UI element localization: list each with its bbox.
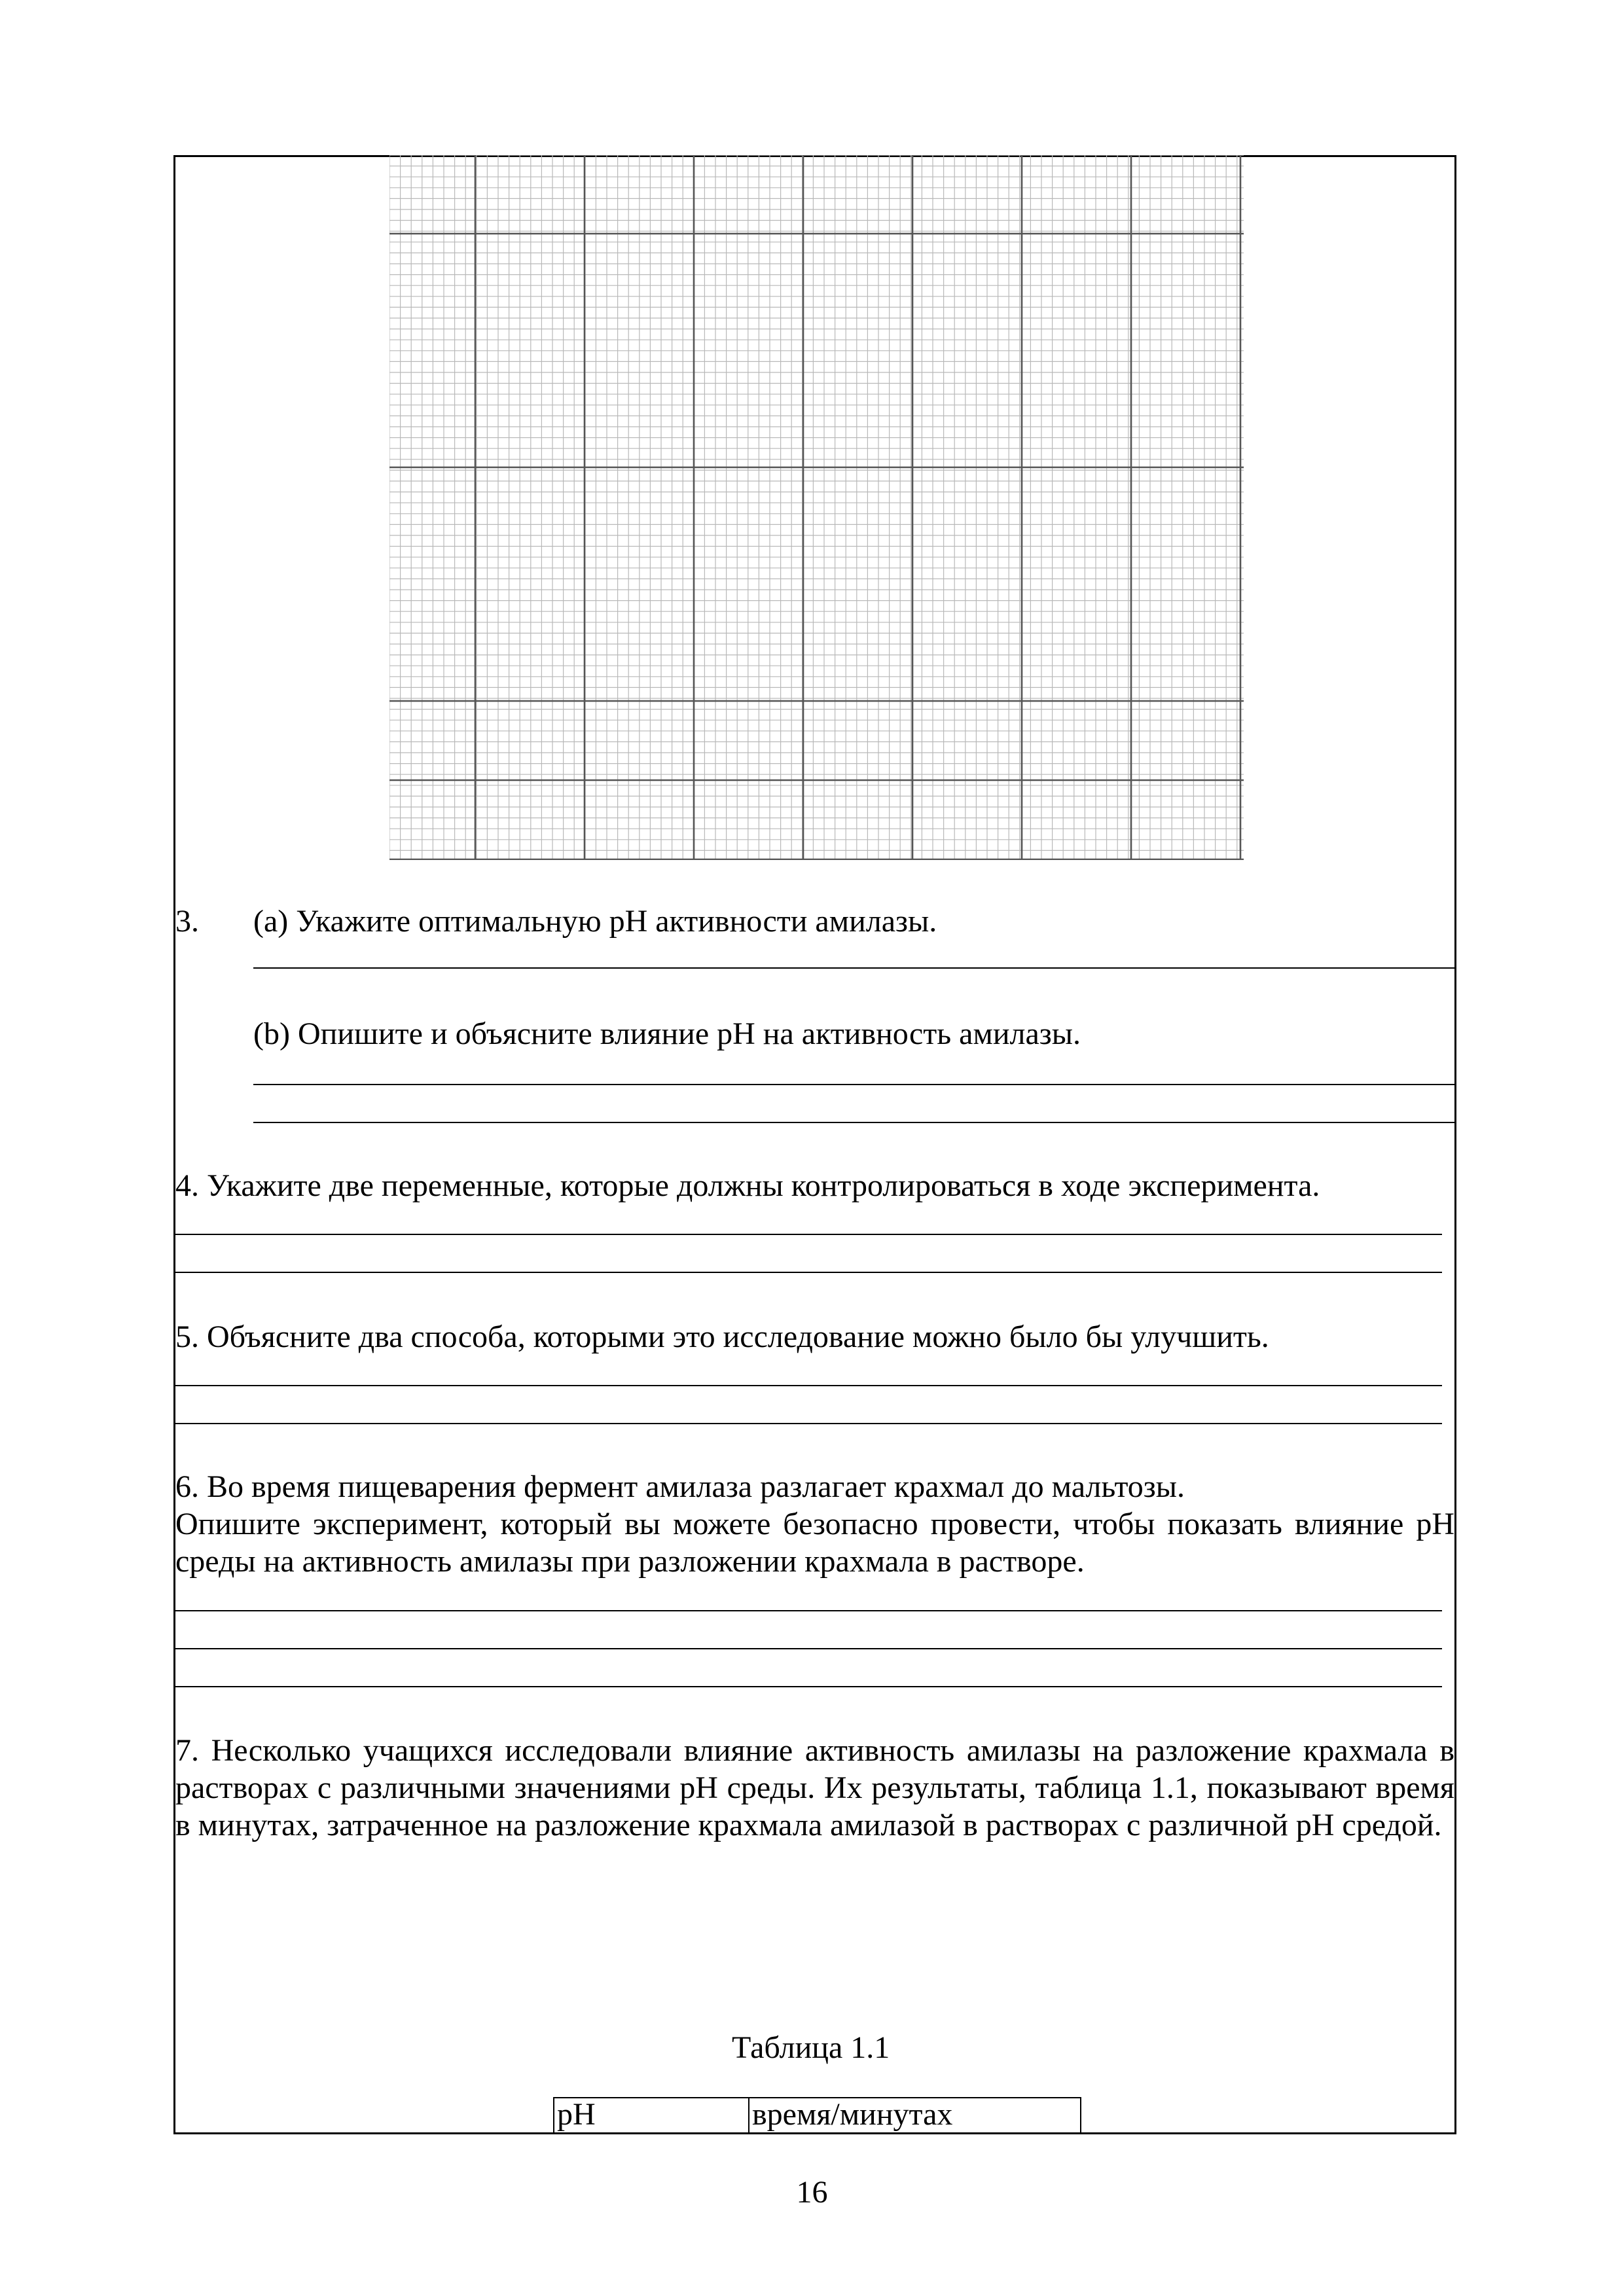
page-number: 16 xyxy=(796,2175,828,2210)
answer-line[interactable] xyxy=(175,1234,1442,1235)
answer-line[interactable] xyxy=(253,1122,1454,1123)
answer-line[interactable] xyxy=(175,1385,1442,1386)
answer-line[interactable] xyxy=(175,1686,1442,1687)
question-4-text: 4. Укажите две переменные, которые должны контролироваться в ходе эксперимента. xyxy=(175,1168,1320,1203)
answer-line[interactable] xyxy=(175,1610,1442,1611)
graph-paper-grid xyxy=(389,155,1244,860)
question-3-number: 3. xyxy=(175,904,199,939)
table-caption: Таблица 1.1 xyxy=(732,2030,890,2065)
answer-line[interactable] xyxy=(253,967,1454,969)
answer-line[interactable] xyxy=(175,1272,1442,1273)
question-3b-text: (b) Опишите и объясните влияние рН на активность амилазы. xyxy=(253,1016,1081,1051)
table-header-row xyxy=(554,2098,1081,2133)
table-header-time: время/минутах xyxy=(749,2098,1081,2133)
answer-line[interactable] xyxy=(175,1648,1442,1649)
question-3a-text: (a) Укажите оптимальную рН активности амилазы. xyxy=(253,904,937,939)
question-5-text: 5. Объясните два способа, которыми это исследование можно было бы улучшить. xyxy=(175,1319,1269,1354)
answer-line[interactable] xyxy=(253,1084,1454,1085)
question-6-body: Опишите эксперимент, который вы можете безопасно провести, чтобы показать влияние рН среды на активность амилазы при разложении крахмала в растворе. xyxy=(175,1507,1454,1579)
table-header-ph: рН xyxy=(554,2098,749,2133)
ph-time-table xyxy=(553,2097,1081,2134)
question-6-intro: 6. Во время пищеварения фермент амилаза разлагает крахмал до мальтозы. xyxy=(175,1469,1185,1504)
question-7-text: 7. Несколько учащихся исследовали влияние активность амилазы на разложение крахмала в растворах с различными значениями рН среды. Их результаты, таблица 1.1, показывают время в минутах, затраченное на разложение крахмала амилазой в растворах с различной рН средой. xyxy=(175,1733,1454,1842)
answer-line[interactable] xyxy=(175,1423,1442,1424)
